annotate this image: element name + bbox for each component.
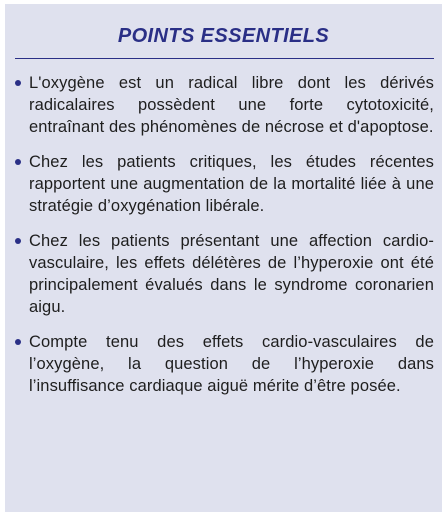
box-title: POINTS ESSENTIELS [117, 25, 330, 47]
key-points-list [13, 72, 434, 410]
list-item [13, 72, 434, 138]
list-item [13, 331, 434, 397]
list-item [13, 151, 434, 217]
list-item-text: Chez les patients présentant une affection cardio-vasculaire, les effets délétères de l’hyperoxie ont été principalement évalués dans le syndrome coronarien aigu. [29, 232, 434, 316]
list-item-text: Chez les patients critiques, les études récentes rapportent une augmentation de la mortalité liée à une stratégie d’oxygénation libérale. [29, 153, 434, 215]
bullet-icon [15, 339, 21, 345]
title-divider [15, 58, 434, 59]
list-item [13, 230, 434, 318]
bullet-icon [15, 159, 21, 165]
bullet-icon [15, 80, 21, 86]
list-item-text: Compte tenu des effets cardio-vasculaires de l’oxygène, la question de l’hyperoxie dans l’insuffisance cardiaque aiguë mérite d’être posée. [29, 333, 434, 395]
bullet-icon [15, 238, 21, 244]
list-item-text: L'oxygène est un radical libre dont les dérivés radicalaires possèdent une forte cytotoxicité, entraînant des phénomènes de nécrose et d'apoptose. [29, 74, 434, 136]
key-points-box [5, 4, 442, 512]
